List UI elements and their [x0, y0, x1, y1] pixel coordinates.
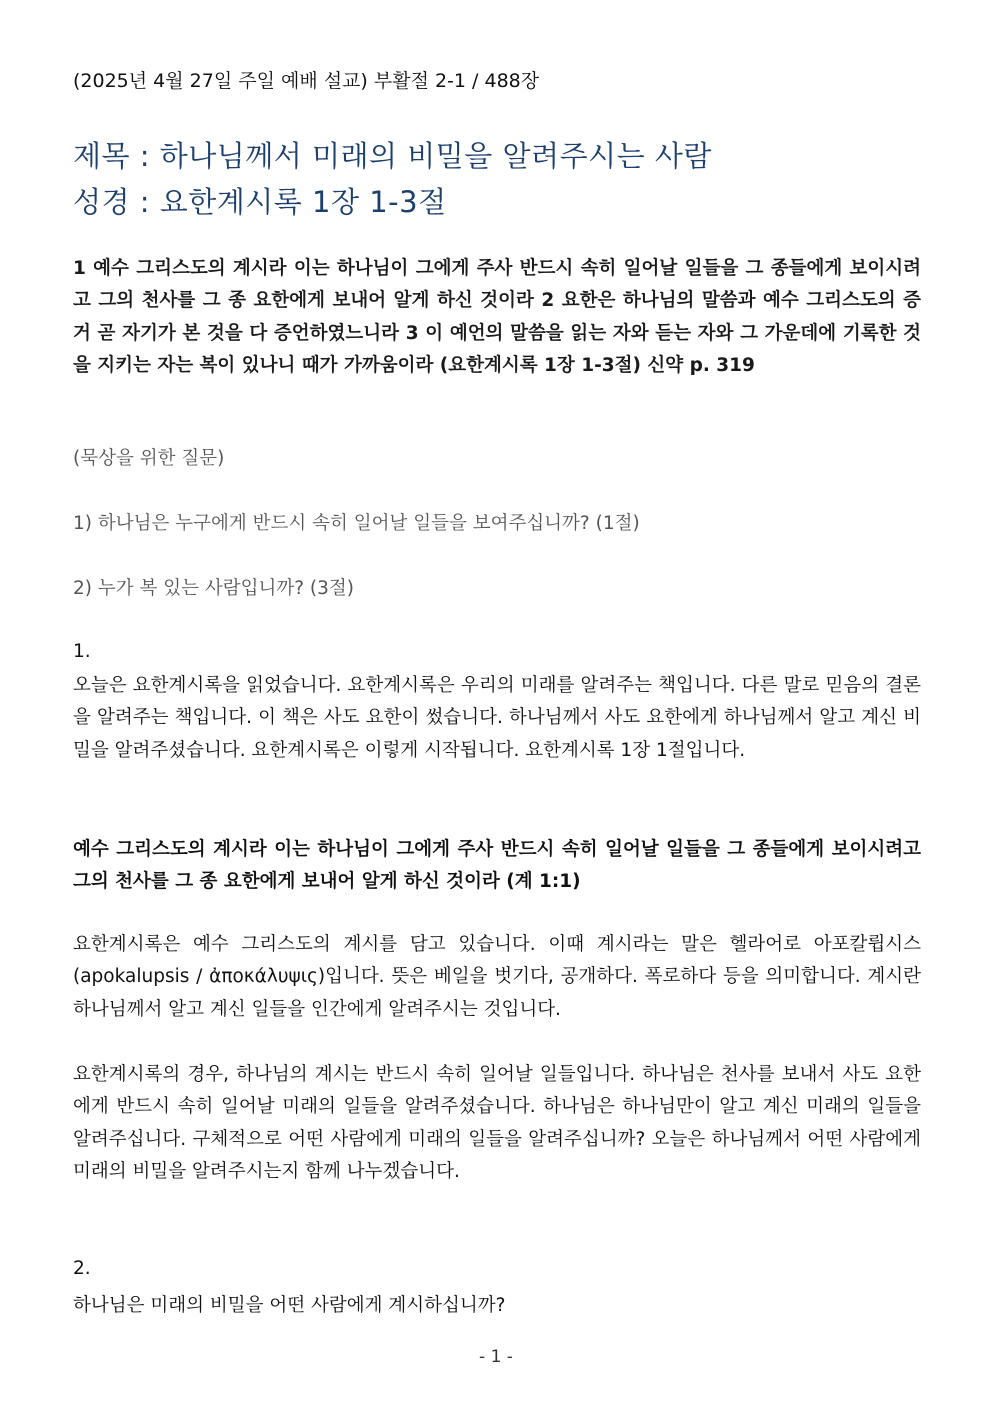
section-1-paragraph-3: 요한계시록의 경우, 하나님의 계시는 반드시 속히 일어날 일들입니다. 하나님은 천사를 보내서 사도 요한에게 반드시 속히 일어날 미래의 일들을 알려주셨습니다. 하나님은 하나님만이 알고 계신 미래의 일들을 알려주십니다. 구체적으로 어떤 사람에게 미래의 일들을 알려주십니까? 오늘은 하나님께서 어떤 사람에게 미래의 비밀을 알려주시는지 함께 나누겠습니다. — [73, 1064, 921, 1182]
section-1-paragraph-2: 요한계시록은 예수 그리스도의 계시를 담고 있습니다. 이때 계시라는 말은 헬라어로 아포칼륍시스(apokalupsis / ἀποκάλυψις)입니다. 뜻은 베일을 벗기다, 공개하다. 폭로하다 등을 의미합니다. 계시란 하나님께서 알고 계신 일들을 인간에게 알려주시는 것입니다. — [73, 934, 921, 1020]
page-number: - 1 - — [479, 1347, 513, 1367]
service-info-line: (2025년 4월 27일 주일 예배 설교) 부활절 2-1 / 488장 — [73, 70, 540, 92]
meditation-question-1: 1) 하나님은 누구에게 반드시 속히 일어날 일들을 보여주십니까? (1절) — [73, 513, 640, 534]
section-1-paragraph-1: 오늘은 요한계시록을 읽었습니다. 요한계시록은 우리의 미래를 알려주는 책입니다. 다른 말로 믿음의 결론을 알려주는 책입니다. 이 책은 사도 요한이 썼습니다. 하나님께서 사도 요한에게 하나님께서 알고 계신 비밀을 알려주셨습니다. 요한계시록은 이렇게 시작됩니다. 요한계시록 1장 1절입니다. — [73, 675, 921, 761]
meditation-question-2: 2) 누가 복 있는 사람입니까? (3절) — [73, 578, 354, 599]
meditation-label: (묵상을 위한 질문) — [73, 448, 225, 469]
scripture-passage: 1 예수 그리스도의 계시라 이는 하나님이 그에게 주사 반드시 속히 일어날 일들을 그 종들에게 보이시려고 그의 천사를 그 종 요한에게 보내어 알게 하신 것이라 2 요한은 하나님의 말씀과 예수 그리스도의 증거 곧 자기가 본 것을 다 증언하였느니라 3 이 예언의 말씀을 읽는 자와 듣는 자와 그 가운데에 기록한 것을 지키는 자는 복이 있나니 때가 가까움이라 (요한계시록 1장 1-3절) 신약 p. 319 — [73, 258, 921, 376]
section-1-bible-quote: 예수 그리스도의 계시라 이는 하나님이 그에게 주사 반드시 속히 일어날 일들을 그 종들에게 보이시려고 그의 천사를 그 종 요한에게 보내어 알게 하신 것이라 (계 1:1) — [73, 839, 921, 893]
scripture-reference: 성경 : 요한계시록 1장 1-3절 — [73, 185, 447, 219]
sermon-title: 제목 : 하나님께서 미래의 비밀을 알려주시는 사람 — [73, 139, 712, 173]
section-2-number: 2. — [73, 1258, 91, 1279]
section-2-paragraph-1: 하나님은 미래의 비밀을 어떤 사람에게 계시하십니까? — [73, 1295, 506, 1316]
section-1-number: 1. — [73, 641, 91, 662]
